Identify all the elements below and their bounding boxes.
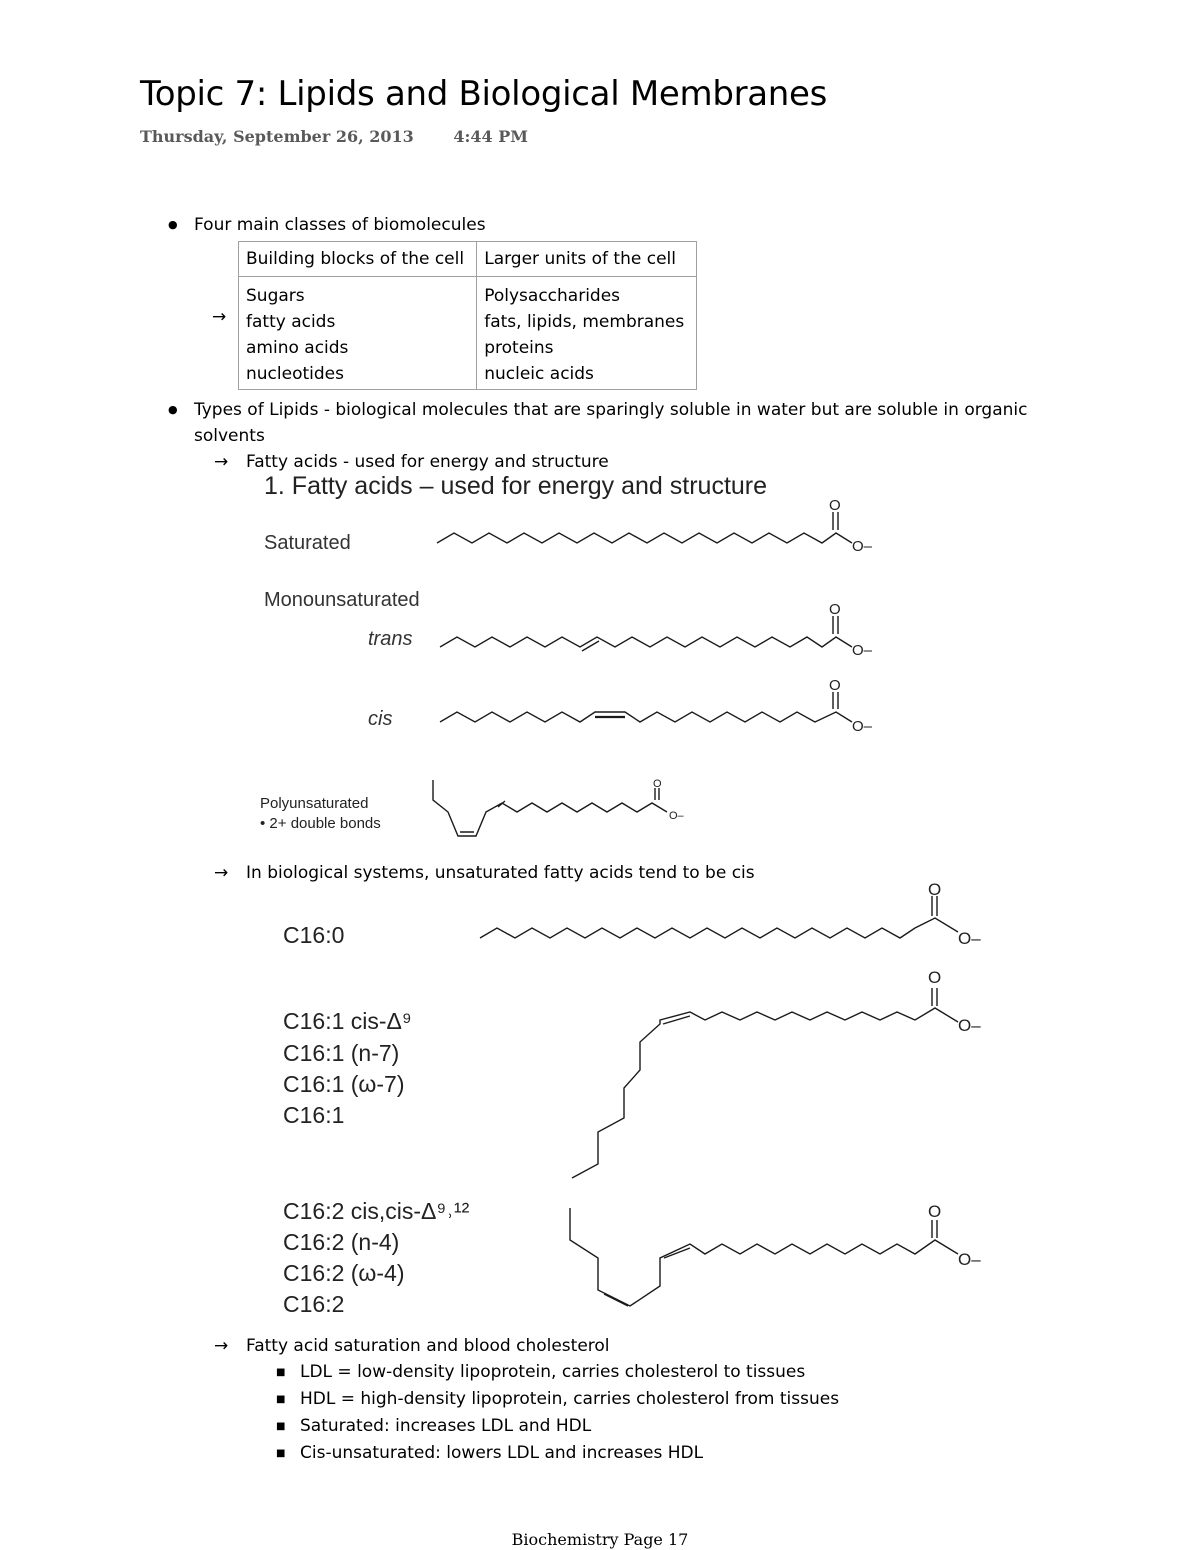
label-c161: C16:1 — [283, 1102, 345, 1128]
oxygen-label: O — [829, 601, 841, 618]
list-item-text: Saturated: increases LDL and HDL — [300, 1416, 592, 1436]
list-item: nucleic acids — [484, 364, 594, 384]
label-c161-n7: C16:1 (n-7) — [283, 1040, 400, 1066]
table-header-cell: Building blocks of the cell — [239, 242, 477, 277]
square-bullet-icon: ■ — [276, 1421, 286, 1432]
bullet-lipids — [168, 397, 1027, 423]
arrow-icon: → — [214, 1336, 229, 1356]
trans-chain — [440, 637, 852, 647]
c161-carbonyl — [932, 988, 937, 1006]
list-item — [276, 1413, 839, 1440]
label-polyunsaturated: Polyunsaturated — [260, 795, 369, 812]
c162-chain — [570, 1208, 958, 1306]
c161-chain — [572, 1008, 958, 1178]
list-item: amino acids — [246, 338, 349, 358]
list-item-text: LDL = low-density lipoprotein, carries cholesterol to tissues — [300, 1362, 806, 1382]
bullet-lipids-text: Types of Lipids - biological molecules that are sparingly soluble in water but are soluble in organic — [194, 400, 1028, 420]
cis-carbonyl — [833, 692, 838, 709]
page-datetime — [140, 127, 562, 146]
list-item: nucleotides — [246, 364, 344, 384]
table-header-row — [239, 242, 697, 277]
c161-double-bond — [663, 1016, 690, 1024]
bullet-classes — [168, 212, 486, 238]
carboxylate-label: O– — [958, 1016, 981, 1035]
figure1-heading: 1. Fatty acids – used for energy and structure — [264, 472, 768, 500]
c162-carbonyl — [932, 1220, 937, 1238]
saturated-chain — [437, 533, 852, 543]
square-bullet-icon: ■ — [276, 1448, 286, 1459]
subpoint-cholesterol — [214, 1333, 610, 1359]
square-bullet-icon: ■ — [276, 1367, 286, 1378]
label-cis: cis — [368, 708, 393, 730]
subpoint-text: Fatty acid saturation and blood cholesterol — [246, 1336, 610, 1356]
oxygen-label: O — [653, 778, 662, 790]
bullet-dot: ● — [168, 218, 178, 231]
oxygen-label: O — [928, 880, 942, 899]
label-saturated: Saturated — [264, 532, 351, 554]
arrow-icon: → — [214, 863, 229, 883]
label-c162-omega4: C16:2 (ω-4) — [283, 1260, 405, 1286]
label-trans: trans — [368, 628, 413, 650]
c16-fatty-acids-figure — [270, 880, 990, 1320]
table-header-cell: Larger units of the cell — [477, 242, 697, 277]
saturated-carbonyl — [833, 512, 838, 530]
c160-chain — [480, 918, 958, 938]
label-c162-n4: C16:2 (n-4) — [283, 1229, 400, 1255]
carboxylate-label: O– — [958, 1250, 981, 1269]
list-item — [276, 1386, 839, 1413]
cis-chain — [440, 712, 852, 722]
list-item: proteins — [484, 338, 554, 358]
list-item: fatty acids — [246, 312, 336, 332]
oxygen-label: O — [928, 1202, 942, 1221]
bullet-classes-text: Four main classes of biomolecules — [194, 215, 486, 235]
carboxylate-label: O– — [852, 538, 873, 555]
carboxylate-label: O– — [852, 718, 873, 735]
fatty-acids-figure — [250, 465, 900, 845]
label-monounsaturated: Monounsaturated — [264, 589, 420, 611]
page-title: Topic 7: Lipids and Biological Membranes — [140, 74, 828, 114]
bullet-dot: ● — [168, 403, 178, 416]
arrow-icon: → — [212, 307, 227, 327]
c160-carbonyl — [932, 896, 937, 916]
trans-double-bond — [582, 641, 599, 651]
subpoint-text: In biological systems, unsaturated fatty acids tend to be cis — [246, 863, 755, 883]
list-item: Polysaccharides — [484, 286, 621, 306]
c162-double-bonds — [604, 1248, 690, 1306]
page-time: 4:44 PM — [453, 127, 528, 146]
list-item — [276, 1440, 839, 1467]
trans-carbonyl — [833, 616, 838, 634]
label-c162-delta: C16:2 cis,cis-Δ⁹˒¹² — [283, 1198, 470, 1224]
square-bullet-icon: ■ — [276, 1394, 286, 1405]
bullet-lipids-cont: solvents — [194, 426, 265, 446]
list-item — [276, 1359, 839, 1386]
label-c161-omega7: C16:1 (ω-7) — [283, 1071, 405, 1097]
oxygen-label: O — [829, 497, 841, 514]
list-item: fats, lipids, membranes — [484, 312, 685, 332]
list-item-text: Cis-unsaturated: lowers LDL and increases HDL — [300, 1443, 704, 1463]
label-c162: C16:2 — [283, 1291, 345, 1317]
biomolecules-table — [238, 241, 697, 390]
label-poly-note: • 2+ double bonds — [260, 815, 381, 832]
cholesterol-list — [276, 1359, 839, 1467]
carboxylate-label: O– — [852, 642, 873, 659]
table-row — [239, 277, 697, 390]
carboxylate-label: O– — [958, 929, 981, 948]
oxygen-label: O — [928, 968, 942, 987]
table-cell-building-blocks — [239, 277, 477, 390]
subpoint-text: Fatty acids - used for energy and structure — [246, 452, 609, 472]
arrow-icon: → — [214, 452, 229, 472]
page-footer: Biochemistry Page 17 — [511, 1530, 689, 1549]
list-item: Sugars — [246, 286, 305, 306]
oxygen-label: O — [829, 677, 841, 694]
label-c161-delta: C16:1 cis-Δ⁹ — [283, 1008, 412, 1034]
table-cell-larger-units — [477, 277, 697, 390]
carboxylate-label: O– — [669, 810, 684, 822]
poly-chain — [433, 780, 667, 836]
list-item-text: HDL = high-density lipoprotein, carries cholesterol from tissues — [300, 1389, 840, 1409]
page-date: Thursday, September 26, 2013 — [140, 127, 414, 146]
label-c160: C16:0 — [283, 922, 345, 948]
